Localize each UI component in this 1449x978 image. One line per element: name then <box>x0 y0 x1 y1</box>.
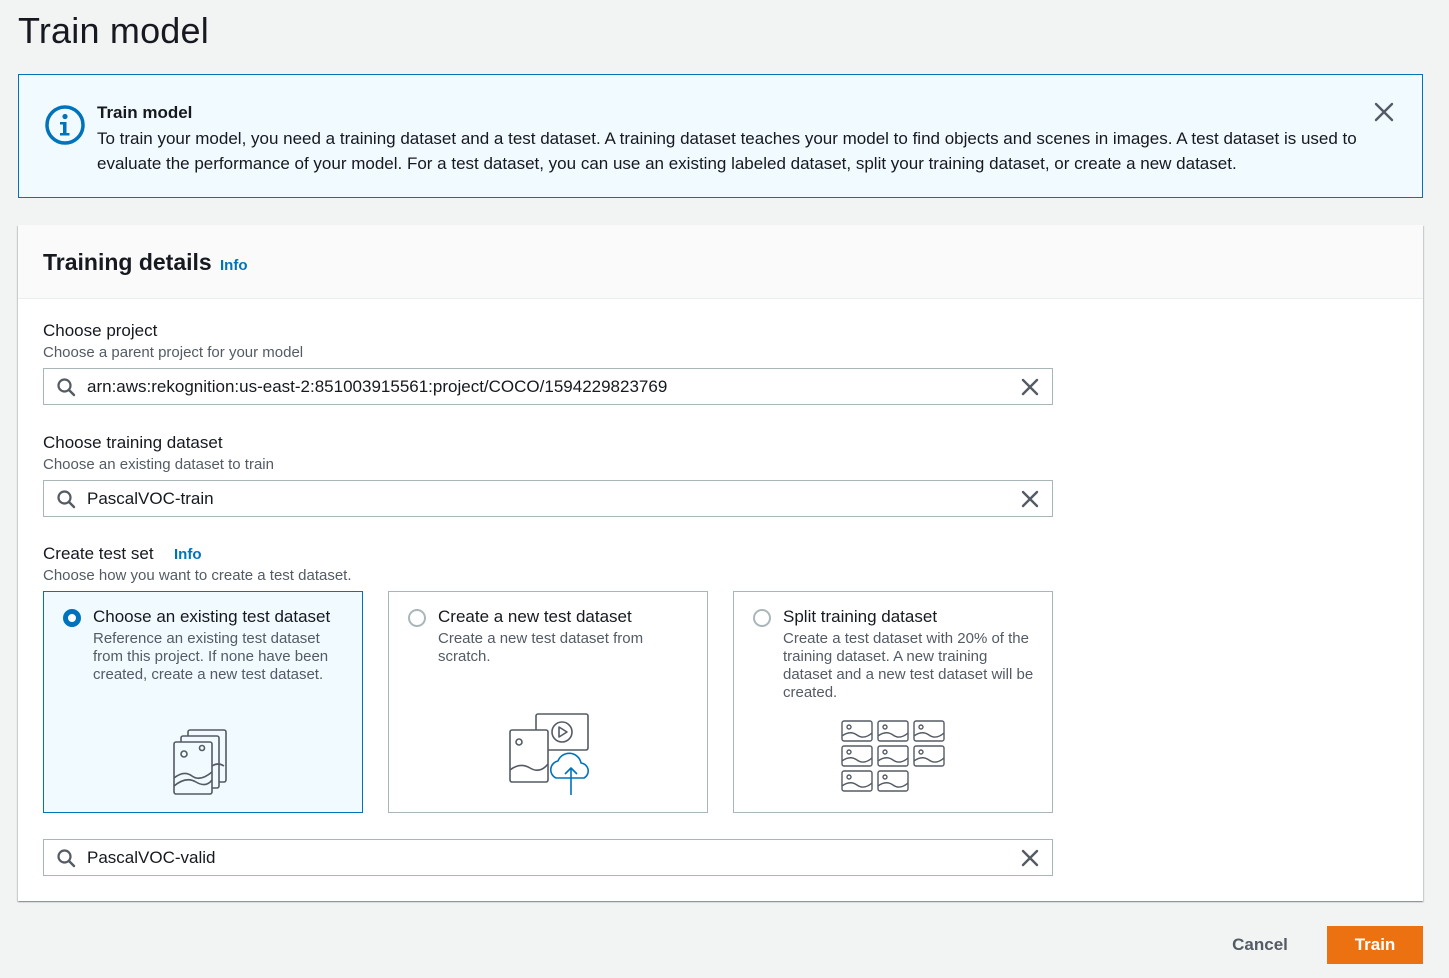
tile-title: Create a new test dataset <box>438 607 632 626</box>
test-set-description: Choose how you want to create a test dataset. <box>43 567 352 584</box>
training-details-info-link[interactable]: Info <box>220 257 248 274</box>
stacked-images-icon <box>172 726 232 796</box>
tile-description: Create a new test dataset from scratch. <box>438 630 644 665</box>
panel-title: Training details <box>43 249 212 275</box>
project-search-input[interactable] <box>43 368 1053 405</box>
clear-icon[interactable] <box>1020 377 1040 397</box>
clear-icon[interactable] <box>1020 489 1040 509</box>
tile-title: Split training dataset <box>783 607 938 626</box>
project-input-value[interactable]: arn:aws:rekognition:us-east-2:851003915561:project/COCO/1594229823769 <box>87 377 668 396</box>
tile-title: Choose an existing test dataset <box>93 607 331 626</box>
test-set-label: Create test set <box>43 544 154 563</box>
training-details-panel <box>18 225 1423 901</box>
project-label: Choose project <box>43 321 158 340</box>
tile-create-new-test-dataset[interactable] <box>388 591 708 813</box>
training-dataset-input-value[interactable]: PascalVOC-train <box>87 489 214 508</box>
banner-title: Train model <box>97 103 193 122</box>
info-circle-icon <box>44 104 86 146</box>
training-dataset-label: Choose training dataset <box>43 433 223 452</box>
tile-description: Create a test dataset with 20% of the training dataset. A new training dataset and a new test dataset will be created. <box>783 630 1034 701</box>
test-set-info-link[interactable]: Info <box>174 546 202 563</box>
test-dataset-search-input[interactable] <box>43 839 1053 876</box>
radio-button[interactable] <box>408 609 426 627</box>
radio-button[interactable] <box>63 609 81 627</box>
search-icon <box>56 489 76 509</box>
search-icon <box>56 377 76 397</box>
tile-split-training-dataset[interactable] <box>733 591 1053 813</box>
test-dataset-input-value[interactable]: PascalVOC-valid <box>87 848 216 867</box>
panel-header <box>18 225 1423 299</box>
banner-message: To train your model, you need a training dataset and a test dataset. A training dataset teaches your model to find objects and scenes in images. A test dataset is used to evaluate the performance of your model. For a test dataset, you can use an existing labeled dataset, split your training dataset, or create a new dataset. <box>97 129 1357 173</box>
training-dataset-description: Choose an existing dataset to train <box>43 456 274 473</box>
close-icon[interactable] <box>1373 101 1395 123</box>
tile-description: Reference an existing test dataset from this project. If none have been created, create a new test dataset. <box>93 630 329 683</box>
page-title: Train model <box>18 10 209 51</box>
image-grid-icon <box>841 720 947 794</box>
training-dataset-search-input[interactable] <box>43 480 1053 517</box>
media-upload-icon <box>508 710 592 796</box>
project-description: Choose a parent project for your model <box>43 344 304 361</box>
tile-choose-existing-test-dataset[interactable] <box>43 591 363 813</box>
train-button[interactable]: Train <box>1327 926 1423 964</box>
cancel-button[interactable]: Cancel <box>1218 926 1302 964</box>
search-icon <box>56 848 76 868</box>
clear-icon[interactable] <box>1020 848 1040 868</box>
radio-button[interactable] <box>753 609 771 627</box>
info-banner <box>18 74 1423 198</box>
